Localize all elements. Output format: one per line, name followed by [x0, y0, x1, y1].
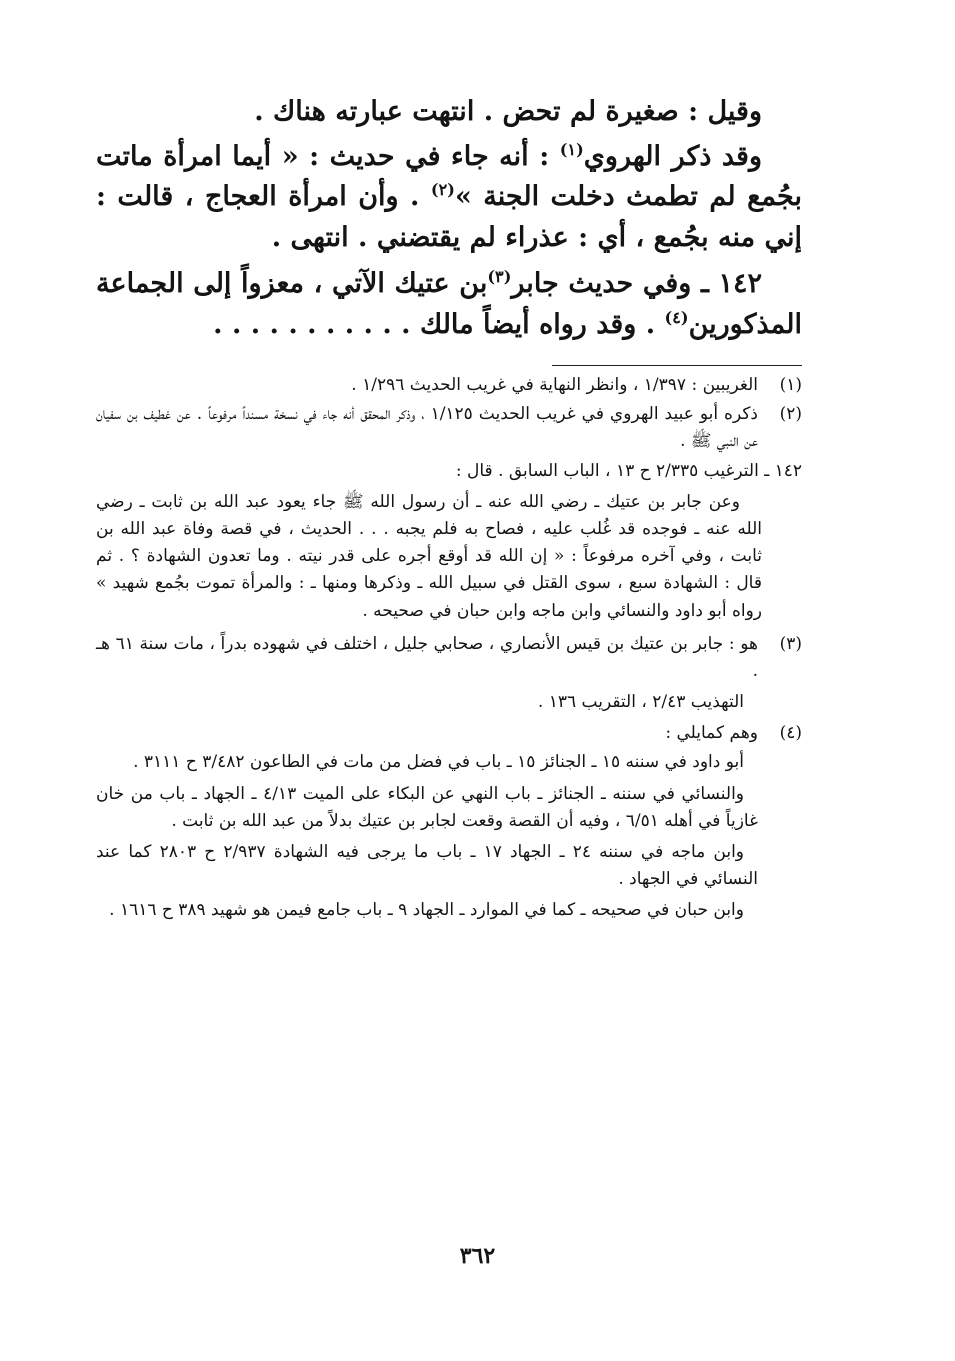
footnote-4-source-ibn-majah: وابن ماجه في سننه ٢٤ ـ الجهاد ١٧ ـ باب ما يرجى فيه الشهادة ٢/٩٣٧ ح ٢٨٠٣ كما عند النسائي في الجهاد . — [96, 842, 758, 890]
footnote-3-number: (٣) — [779, 633, 802, 654]
footnote-4-source-nasai: والنسائي في سننه ـ الجنائز ـ باب النهي عن البكاء على الميت ٤/١٣ ـ الجهاد ـ باب من خان غازياً في أهله ٦/٥١ ، وفيه أن القصة وقعت لجابر بن عتيك بدلاً من عبد الله بن ثابت . — [96, 783, 758, 831]
footnote-3-text: هو : جابر بن عتيك بن قيس الأنصاري ، صحابي جليل ، اختلف في شهوده بدراً ، مات سنة ٦١ هـ . — [96, 633, 758, 681]
page-content — [96, 92, 802, 929]
main-paragraph-3-part-b: بن عتيك الآتي ، معزواً إلى الجماعة المذكورين — [96, 268, 802, 340]
footnote-4-number: (٤) — [779, 723, 802, 744]
footnote-1-number: (١) — [779, 375, 802, 395]
footnote-4-source-ibn-hibban: وابن حبان في صحيحه ـ كما في الموارد ـ الجهاد ٩ ـ باب جامع فيمن هو شهيد ٣٨٩ ح ١٦١٦ . — [109, 900, 744, 921]
page-number: ٣٦٢ — [459, 1243, 496, 1269]
hadith-142-quote-text: وعن جابر بن عتيك ـ رضي الله عنه ـ أن رسول الله ﷺ جاء يعود عبد الله بن ثابت ـ رضي الله عنه ـ فوجده قد غُلب عليه ، فصاح به فلم يجبه . . . الحديث ، في قصة وفاة عبد الله بن ثابت ، وفي آخره مرفوعاً : « إن الله قد أوقع أجره على قدر نيته . وما تعدون الشهادة ؟ . ثم قال : الشهادة سبع ، سوى القتل في سبيل الله ـ وذكرها ومنها ـ : والمرأة تموت بجُمع شهيد » رواه أبو داود والنسائي وابن ماجه وابن حبان في صحيحه . — [96, 491, 762, 621]
main-paragraph-2 — [96, 137, 802, 259]
footnote-ref-3[interactable]: (٣) — [487, 267, 512, 286]
main-paragraph-2-part-b: : أنه جاء في حديث : « أيما امرأة ماتت بجُمع لم تطمث دخلت الجنة » — [96, 140, 802, 212]
footnote-separator — [552, 365, 802, 366]
footnote-4-source-abu-dawud: أبو داود في سننه ١٥ ـ الجنائز ١٥ ـ باب في فضل من مات في الطاعون ٣/٤٨٢ ح ٣١١١ . — [133, 752, 744, 773]
footnote-1-text: الغريبين : ١/٣٩٧ ، وانظر النهاية في غريب الحديث ١/٢٩٦ . — [351, 375, 758, 395]
footnote-4 — [96, 720, 802, 747]
hadith-142-quote — [96, 489, 802, 625]
footnote-4-intro: وهم كمايلي : — [665, 723, 758, 744]
main-paragraph-1 — [96, 92, 802, 133]
footnote-ref-4[interactable]: (٤) — [664, 307, 689, 327]
main-paragraph-3-part-a: ١٤٢ ـ وفي حديث جابر — [511, 268, 763, 299]
main-paragraph-2-part-a: وقد ذكر الهروي — [583, 140, 763, 172]
main-paragraph-3 — [96, 264, 802, 345]
footnote-ref-1[interactable]: (١) — [559, 139, 584, 159]
footnote-ref-2[interactable]: (٢) — [430, 180, 455, 199]
main-paragraph-3-part-c: . وقد رواه أيضاً مالك . . . . . . . . . . . — [213, 308, 665, 340]
footnote-2-text: ذكره أبو عبيد الهروي في غريب الحديث ١/١٢٥ ، وذكر المحقق أنه جاء في نسخة مسنداً مرفوعاً . عن غطيف بن سفيان عن النبي ﷺ . — [96, 404, 758, 452]
hadith-142-source-text: ١٤٢ ـ الترغيب ٢/٣٣٥ ح ١٣ ، الباب السابق . قال : — [455, 460, 802, 481]
footnote-3-references: التهذيب ٢/٤٣ ، التقريب ١٣٦ . — [537, 692, 744, 713]
hadith-142-source — [96, 458, 802, 485]
main-text — [96, 92, 802, 345]
main-paragraph-2-part-c: . وأن امرأة العجاج ، قالت : إني منه بجُمع ، أي : عذراء لم يقتضني . انتهى . — [96, 181, 802, 253]
footnote-2 — [96, 401, 802, 455]
main-paragraph-1-text: وقيل : صغيرة لم تحض . انتهت عبارته هناك . — [254, 96, 762, 127]
footnote-3 — [96, 631, 802, 717]
footnote-2-number: (٢) — [779, 404, 802, 425]
footnote-1 — [96, 372, 802, 399]
footnotes — [96, 372, 802, 925]
